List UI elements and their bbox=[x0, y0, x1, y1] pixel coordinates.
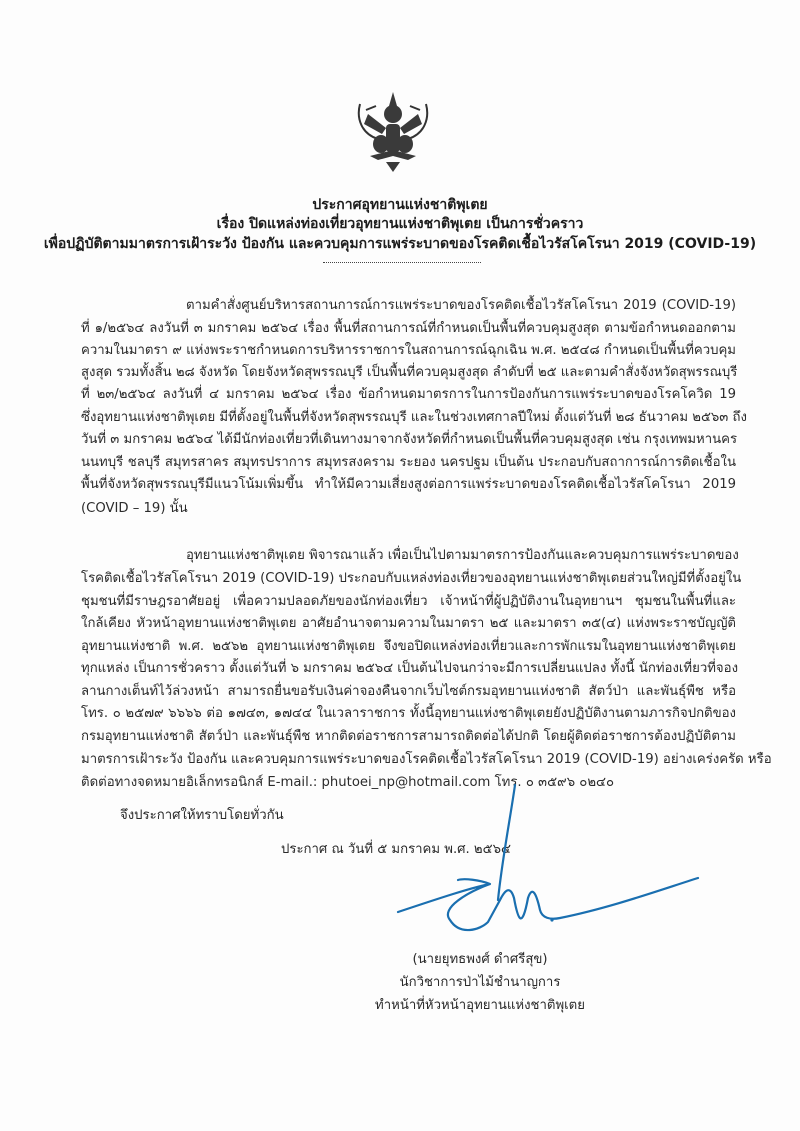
separator-dots bbox=[323, 262, 481, 263]
paragraph-line: วันที่ ๓ มกราคม ๒๕๖๔ ได้มีนักท่องเที่ยวที่เดินทางมาจากจังหวัดที่กำหนดเป็นพื้นที่ควบคุมสูงสุด เช่น กรุงเทพมหานคร bbox=[81, 432, 738, 447]
paragraph-line: ที่ ๒๓/๒๕๖๔ ลงวันที่ ๔ มกราคม ๒๕๖๔ เรื่อง ข้อกำหนดมาตรการในการป้องกันการแพร่ระบาดของโรคโควิด 19 bbox=[81, 387, 736, 402]
announcement-subject: เรื่อง ปิดแหล่งท่องเที่ยวอุทยานแห่งชาติพุเตย เป็นการชั่วคราว bbox=[216, 216, 584, 232]
signatory-role: ทำหน้าที่หัวหน้าอุทยานแห่งชาติพุเตย bbox=[375, 998, 585, 1013]
signatory-name: (นายยุทธพงศ์ ดำศรีสุข) bbox=[412, 952, 548, 967]
paragraph-line: ใกล้เคียง หัวหน้าอุทยานแห่งชาติพุเตย อาศัยอำนาจตามความในมาตรา ๒๕ และมาตรา ๓๕(๔) แห่งพระราชบัญญัติ bbox=[81, 616, 736, 631]
paragraph-line: ซึ่งอุทยานแห่งชาติพุเตย มีที่ตั้งอยู่ในพื้นที่จังหวัดสุพรรณบุรี และในช่วงเทศกาลปีใหม่ ตั้งแต่วันที่ ๒๘ ธันวาคม ๒๕๖๓ ถึง bbox=[81, 410, 747, 425]
paragraph-line: ชุมชนที่มีราษฎรอาศัยอยู่ เพื่อความปลอดภัยของนักท่องเที่ยว เจ้าหน้าที่ผู้ปฏิบัติงานในอุทยานฯ ชุมชนในพื้นที่และ bbox=[81, 594, 736, 609]
paragraph-line: อุทยานแห่งชาติพุเตย พิจารณาแล้ว เพื่อเป็นไปตามมาตรการป้องกันและควบคุมการแพร่ระบาดของ bbox=[186, 548, 739, 563]
signature-icon bbox=[280, 780, 700, 950]
paragraph-line: ติดต่อทางจดหมายอิเล็กทรอนิกส์ E-mail.: phutoei_np@hotmail.com โทร. ๐ ๓๕๙๖ ๐๒๔๐ bbox=[81, 775, 615, 790]
paragraph-line: โรคติดเชื้อไวรัสโคโรนา 2019 (COVID-19) ประกอบกับแหล่งท่องเที่ยวของอุทยานแห่งชาติพุเตยส่วนใหญ่มีที่ตั้งอยู่ใน bbox=[81, 571, 742, 586]
announcement-title: ประกาศอุทยานแห่งชาติพุเตย bbox=[312, 197, 488, 213]
signature-dot bbox=[550, 918, 553, 921]
announcement-date: ประกาศ ณ วันที่ ๕ มกราคม พ.ศ. ๒๕๖๔ bbox=[281, 842, 511, 857]
garuda-emblem-icon bbox=[348, 84, 438, 174]
paragraph-line: โทร. ๐ ๒๕๗๙ ๖๖๖๖ ต่อ ๑๗๔๓, ๑๗๔๔ ในเวลาราชการ ทั้งนี้อุทยานแห่งชาติพุเตยยังปฏิบัติงานตามภารกิจปกติของ bbox=[81, 706, 736, 721]
paragraph-line: ลานกางเต็นท์ไว้ล่วงหน้า สามารถยื่นขอรับเงินค่าจองคืนจากเว็บไซต์กรมอุทยานแห่งชาติ สัตว์ป่า และพันธุ์พืช หรือ bbox=[81, 684, 736, 699]
paragraph-line: มาตรการเฝ้าระวัง ป้องกัน และควบคุมการแพร่ระบาดของโรคติดเชื้อไวรัสโคโรนา 2019 (COVID-19) อย่างเคร่งครัด หรือ bbox=[81, 752, 772, 767]
paragraph-line: สูงสุด รวมทั้งสิ้น ๒๘ จังหวัด โดยจังหวัดสุพรรณบุรี เป็นพื้นที่ควบคุมสูงสุด ลำดับที่ ๒๕ และตามคำสั่งจังหวัดสุพรรณบุรี bbox=[81, 365, 738, 380]
paragraph-line: ทุกแหล่ง เป็นการชั่วคราว ตั้งแต่วันที่ ๖ มกราคม ๒๕๖๔ เป็นต้นไปจนกว่าจะมีการเปลี่ยนแปลง ทั้งนี้ นักท่องเที่ยวที่จอง bbox=[81, 661, 739, 676]
paragraph-line: นนทบุรี ชลบุรี สมุทรสาคร สมุทรปราการ สมุทรสงคราม ระยอง นครปฐม เป็นต้น ประกอบกับสถาการณ์การติดเชื้อใน bbox=[81, 455, 736, 470]
paragraph-line: ที่ ๑/๒๕๖๔ ลงวันที่ ๓ มกราคม ๒๕๖๔ เรื่อง พื้นที่สถานการณ์ที่กำหนดเป็นพื้นที่ควบคุมสูงสุด ตามข้อกำหนดออกตาม bbox=[81, 321, 736, 336]
paragraph-line: (COVID – 19) นั้น bbox=[81, 501, 188, 516]
paragraph-line: กรมอุทยานแห่งชาติ สัตว์ป่า และพันธุ์พืช หากติดต่อราชการสามารถติดต่อได้ปกติ โดยผู้ติดต่อราชการต้องปฏิบัติตาม bbox=[81, 729, 736, 744]
signatory-position: นักวิชาการป่าไม้ชำนาญการ bbox=[399, 975, 561, 990]
paragraph-line: ตามคำสั่งศูนย์บริหารสถานการณ์การแพร่ระบาดของโรคติดเชื้อไวรัสโคโรนา 2019 (COVID-19) bbox=[186, 298, 736, 313]
paragraph-line: ความในมาตรา ๙ แห่งพระราชกำหนดการบริหารราชการในสถานการณ์ฉุกเฉิน พ.ศ. ๒๕๔๘ กำหนดเป็นพื้นที่ควบคุม bbox=[81, 343, 736, 358]
announcement-purpose: เพื่อปฏิบัติตามมาตรการเฝ้าระวัง ป้องกัน และควบคุมการแพร่ระบาดของโรคติดเชื้อไวรัสโคโรนา 2019 (COVID-19) bbox=[43, 236, 757, 252]
paragraph-line: อุทยานแห่งชาติ พ.ศ. ๒๕๖๒ อุทยานแห่งชาติพุเตย จึงขอปิดแหล่งท่องเที่ยวและการพักแรมในอุทยานแห่งชาติพุเตย bbox=[81, 639, 736, 654]
closing-statement: จึงประกาศให้ทราบโดยทั่วกัน bbox=[120, 808, 284, 823]
paragraph-line: พื้นที่จังหวัดสุพรรณบุรีมีแนวโน้มเพิ่มขึ้น ทำให้มีความเสี่ยงสูงต่อการแพร่ระบาดของโรคติดเชื้อไวรัสโคโรนา 2019 bbox=[81, 477, 736, 492]
